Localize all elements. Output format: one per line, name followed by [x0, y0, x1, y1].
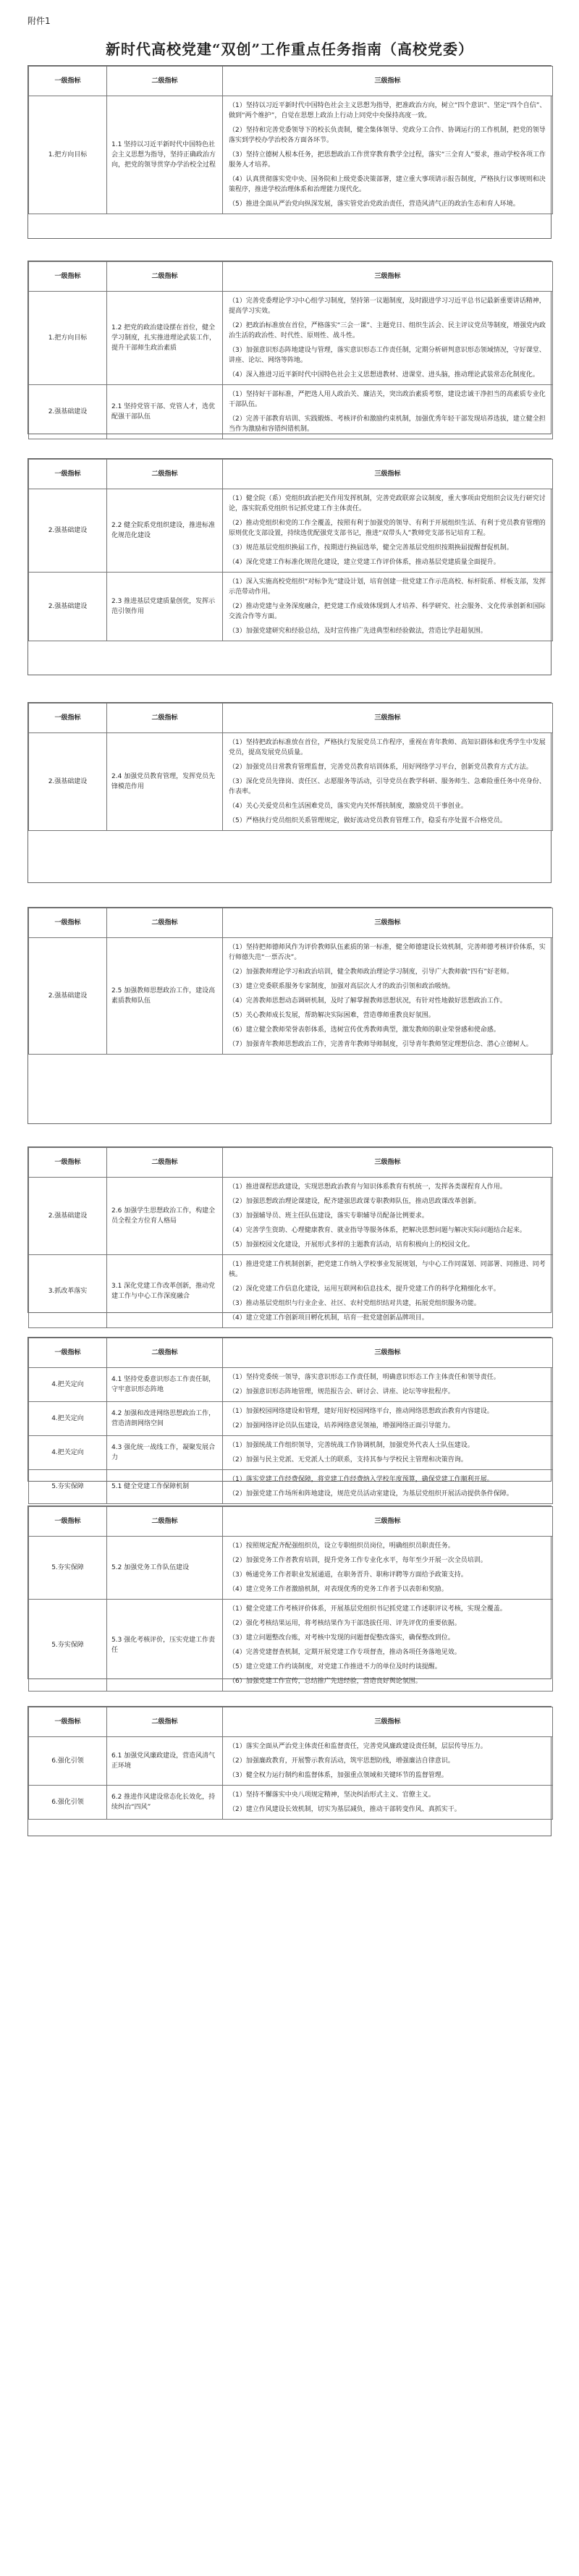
column-header: 一级指标 [29, 1507, 107, 1537]
level2-indicator: 2.4 加强党员教育管理，发挥党员先锋模范作用 [107, 733, 223, 831]
indicator-item: （3）推动基层党组织与行业企业、社区、农村党组织结对共建，拓展党组织服务功能。 [229, 1300, 481, 1307]
indicator-item: （2）推动党组织和党的工作全覆盖，按照有利于加强党的领导、有利于开展组织生活、有利于党员教育管理的原则优化支部设置，持续选优配强党支部书记，推进“双带头人”教师党支部书记培育工程。 [229, 520, 546, 537]
table-header-row [29, 262, 553, 292]
table-row [29, 1402, 553, 1436]
indicator-item: （2）把政治标准放在首位，严格落实“三会一课”、主题党日、组织生活会、民主评议党员等制度，增强党内政治生活的政治性、时代性、原则性、战斗性。 [229, 322, 546, 339]
level1-indicator: 2.强基础建设 [29, 573, 107, 641]
level2-indicator: 6.2 推进作风建设常态化长效化，持续纠治“四风” [107, 1786, 223, 1820]
column-header: 三级指标 [223, 1148, 553, 1178]
table-header-row [29, 704, 553, 733]
table-header-row [29, 1148, 553, 1178]
task-table [28, 1506, 553, 1692]
level1-indicator: 6.强化引领 [29, 1786, 107, 1820]
indicator-item: （1）完善党委理论学习中心组学习制度，坚持第一议题制度，及时跟进学习习近平总书记最新重要讲话精神，提高学习实效。 [229, 297, 546, 315]
indicator-item: （2）加强思想政治理论课建设，配齐建强思政课专职教师队伍，推动思政课改革创新。 [229, 1198, 481, 1205]
indicator-item: （2）建立作风建设长效机制，切实为基层减负，推动干部转变作风、真抓实干。 [229, 1806, 461, 1813]
level2-indicator: 2.6 加强学生思想政治工作，构建全员全程全方位育人格局 [107, 1178, 223, 1255]
column-header: 二级指标 [107, 460, 223, 489]
level1-indicator: 2.强基础建设 [29, 385, 107, 439]
column-header: 二级指标 [107, 1707, 223, 1737]
table-row [29, 1178, 553, 1255]
task-table [28, 66, 553, 214]
level1-indicator: 4.把关定向 [29, 1436, 107, 1470]
task-table [28, 703, 553, 831]
level1-indicator: 6.强化引领 [29, 1737, 107, 1786]
column-header: 二级指标 [107, 1507, 223, 1537]
indicator-item: （1）加强校园网络建设和管理，建好用好校园网络平台，推动网络思想政治教育内容建设。 [229, 1408, 494, 1415]
column-header: 三级指标 [223, 704, 553, 733]
indicator-item: （2）加强党员日常教育管理监督，完善党员教育培训体系，用好网络学习平台，创新党员教育方式方法。 [229, 764, 533, 771]
indicator-item: （5）关心教师成长发展，帮助解决实际困难，营造尊师重教良好氛围。 [229, 1012, 435, 1019]
indicator-item: （2）深化党建工作信息化建设，运用互联网和信息技术，提升党建工作的科学化精细化水平。 [229, 1285, 500, 1293]
level3-indicators [223, 1402, 553, 1436]
indicator-item: （2）加强意识形态阵地管理，规范报告会、研讨会、讲座、论坛等审批程序。 [229, 1388, 455, 1395]
indicator-item: （1）按照规定配齐配强组织员，设立专职组织员岗位，明确组织员职责任务。 [229, 1542, 455, 1550]
column-header: 一级指标 [29, 67, 107, 96]
task-table-section [28, 65, 551, 239]
indicator-item: （3）建立党委联系服务专家制度，加强对高层次人才的政治引领和政治吸纳。 [229, 983, 455, 990]
level3-indicators [223, 96, 553, 214]
table-row [29, 938, 553, 1055]
task-table-section [28, 1706, 551, 1836]
column-header: 二级指标 [107, 1338, 223, 1368]
column-header: 一级指标 [29, 1707, 107, 1737]
indicator-item: （3）健全权力运行制约和监督体系，加强重点领域和关键环节的监督管理。 [229, 1772, 448, 1779]
column-header: 三级指标 [223, 1507, 553, 1537]
indicator-item: （4）认真贯彻落实党中央、国务院和上级党委决策部署，建立重大事项请示报告制度，严格执行议事规则和决策程序，推进学校治理体系和治理能力现代化。 [229, 176, 546, 193]
indicator-item: （3）加强意识形态阵地建设与管理，落实意识形态工作责任制，定期分析研判意识形态领域情况，守好课堂、讲座、论坛、网络等阵地。 [229, 347, 546, 364]
level1-indicator: 5.夯实保障 [29, 1470, 107, 1504]
level1-indicator: 2.强基础建设 [29, 1178, 107, 1255]
table-row [29, 1255, 553, 1328]
indicator-item: （1）加强统战工作组织领导，完善统战工作协调机制，加强党外代表人士队伍建设。 [229, 1442, 474, 1449]
task-table [28, 1147, 553, 1328]
level3-indicators [223, 1368, 553, 1402]
level3-indicators [223, 938, 553, 1055]
table-header-row [29, 1338, 553, 1368]
column-header: 一级指标 [29, 1338, 107, 1368]
task-table [28, 261, 553, 439]
level3-indicators [223, 1178, 553, 1255]
indicator-item: （3）畅通党务工作者职业发展通道，在职务晋升、职称评聘等方面给予政策支持。 [229, 1571, 468, 1579]
level1-indicator: 1.把方向目标 [29, 96, 107, 214]
level3-indicators [223, 733, 553, 831]
indicator-item: （2）强化考核结果运用，将考核结果作为干部选拔任用、评先评优的重要依据。 [229, 1620, 461, 1627]
level2-indicator: 4.1 坚持党委意识形态工作责任制，守牢意识形态阵地 [107, 1368, 223, 1402]
task-table [28, 459, 553, 641]
table-row [29, 489, 553, 573]
column-header: 二级指标 [107, 262, 223, 292]
table-header-row [29, 1507, 553, 1537]
indicator-item: （4）建立党建工作创新项目孵化机制，培育一批党建创新品牌项目。 [229, 1314, 428, 1322]
column-header: 二级指标 [107, 704, 223, 733]
level3-indicators [223, 1737, 553, 1786]
indicator-item: （1）推进党建工作机制创新，把党建工作纳入学校事业发展规划，与中心工作同谋划、同部署、同推进、同考核。 [229, 1261, 546, 1278]
indicator-item: （6）建立健全教师荣誉表彰体系，选树宣传优秀教师典型，激发教师的职业荣誉感和使命感。 [229, 1026, 500, 1034]
table-row [29, 1600, 553, 1692]
level3-indicators [223, 1537, 553, 1600]
indicator-item: （7）加强青年教师思想政治工作，完善青年教师导师制度，引导青年教师坚定理想信念、潜心立德树人。 [229, 1041, 533, 1048]
indicator-item: （1）落实党建工作经费保障，将党建工作经费纳入学校年度预算，确保党建工作顺利开展。 [229, 1476, 494, 1483]
indicator-item: （1）坚持不懈落实中央八项规定精神，坚决纠治形式主义、官僚主义。 [229, 1791, 435, 1799]
table-row [29, 96, 553, 214]
indicator-item: （5）建立党建工作约谈制度，对党建工作推进不力的单位及时约谈提醒。 [229, 1663, 441, 1671]
level3-indicators [223, 292, 553, 385]
level2-indicator: 5.2 加强党务工作队伍建设 [107, 1537, 223, 1600]
table-row [29, 385, 553, 439]
indicator-item: （4）完善党建督查机制，定期开展党建工作专项督查，推动各项任务落地见效。 [229, 1649, 461, 1656]
table-row [29, 1786, 553, 1820]
column-header: 一级指标 [29, 1148, 107, 1178]
task-table-section [28, 1506, 551, 1685]
task-table-section [28, 261, 551, 434]
column-header: 二级指标 [107, 908, 223, 938]
indicator-item: （2）加强廉政教育，开展警示教育活动，筑牢思想防线，增强廉洁自律意识。 [229, 1757, 455, 1765]
column-header: 一级指标 [29, 460, 107, 489]
indicator-item: （3）深化党员先锋岗、责任区、志愿服务等活动，引导党员在教学科研、服务师生、急难险重任务中亮身份、作表率。 [229, 778, 546, 795]
task-table [28, 1707, 553, 1820]
indicator-item: （1）坚持好干部标准，严把选人用人政治关、廉洁关，突出政治素质考察，建设忠诚干净担当的高素质专业化干部队伍。 [229, 391, 546, 408]
indicator-item: （4）完善教师思想动态调研机制，及时了解掌握教师思想状况，有针对性地做好思想政治工作。 [229, 997, 507, 1005]
level2-indicator: 2.1 坚持党管干部、党管人才，选优配强干部队伍 [107, 385, 223, 439]
indicator-item: （1）坚持把政治标准放在首位，严格执行发展党员工作程序，重视在青年教师、高知识群体和优秀学生中发展党员，提高发展党员质量。 [229, 739, 546, 756]
table-header-row [29, 460, 553, 489]
indicator-item: （4）深入推进习近平新时代中国特色社会主义思想进教材、进课堂、进头脑，推动理论武装常态化制度化。 [229, 371, 539, 379]
indicator-item: （5）严格执行党员组织关系管理规定，做好流动党员教育管理工作，稳妥有序处置不合格党员。 [229, 817, 507, 824]
level1-indicator: 5.夯实保障 [29, 1600, 107, 1692]
indicator-item: （3）加强辅导员、班主任队伍建设，落实专职辅导员配备比例要求。 [229, 1212, 428, 1220]
level2-indicator: 1.2 把党的政治建设摆在首位，健全学习制度，扎实推进理论武装工作，提升干部师生政治素质 [107, 292, 223, 385]
column-header: 三级指标 [223, 1707, 553, 1737]
indicator-item: （2）完善干部教育培训、实践锻炼、考核评价和激励约束机制，加强优秀年轻干部发现培养选拔，建立健全担当作为激励和容错纠错机制。 [229, 415, 546, 433]
column-header: 一级指标 [29, 908, 107, 938]
task-table-section [28, 702, 551, 883]
level1-indicator: 3.抓改革落实 [29, 1255, 107, 1328]
table-row [29, 1537, 553, 1600]
indicator-item: （3）建立问题整改台账，对考核中发现的问题督促整改落实，确保整改到位。 [229, 1634, 455, 1642]
level1-indicator: 2.强基础建设 [29, 938, 107, 1055]
level2-indicator: 6.1 加强党风廉政建设，营造风清气正环境 [107, 1737, 223, 1786]
attachment-label: 附件1 [28, 16, 51, 26]
indicator-item: （2）加强网络评论员队伍建设，培养网络意见领袖，增强网络正面引导能力。 [229, 1422, 455, 1430]
level2-indicator: 1.1 坚持以习近平新时代中国特色社会主义思想为指导，坚持正确政治方向，把党的领导贯穿办学治校全过程 [107, 96, 223, 214]
indicator-item: （3）坚持立德树人根本任务，把思想政治工作贯穿教育教学全过程，落实“三全育人”要求，推动学校各项工作服务人才培养。 [229, 151, 546, 169]
level2-indicator: 2.3 推进基层党建质量创优，发挥示范引领作用 [107, 573, 223, 641]
indicator-item: （5）推进全面从严治党向纵深发展，落实管党治党政治责任，营造风清气正的政治生态和育人环境。 [229, 200, 520, 208]
level1-indicator: 2.强基础建设 [29, 489, 107, 573]
indicator-item: （1）落实全面从严治党主体责任和监督责任，完善党风廉政建设责任制，层层传导压力。 [229, 1743, 487, 1750]
level2-indicator: 3.1 深化党建工作改革创新，推动党建工作与中心工作深度融合 [107, 1255, 223, 1328]
indicator-item: （3）规范基层党组织换届工作，按期进行换届选举，健全完善基层党组织按期换届提醒督促机制。 [229, 544, 513, 552]
table-row [29, 733, 553, 831]
column-header: 三级指标 [223, 908, 553, 938]
page-title: 新时代高校党建“双创”工作重点任务指南（高校党委） [105, 41, 473, 58]
task-table-section [28, 1146, 551, 1322]
level3-indicators [223, 573, 553, 641]
indicator-item: （3）加强党建研究和经验总结，及时宣传推广先进典型和经验做法，营造比学赶超氛围。 [229, 628, 487, 635]
level1-indicator: 5.夯实保障 [29, 1537, 107, 1600]
task-table-section [28, 1337, 551, 1498]
level2-indicator: 5.1 健全党建工作保障机制 [107, 1470, 223, 1504]
column-header: 三级指标 [223, 67, 553, 96]
indicator-item: （1）坚持以习近平新时代中国特色社会主义思想为指导，把准政治方向，树立“四个意识”、坚定“四个自信”、做到“两个维护”，自觉在思想上政治上行动上同党中央保持高度一致。 [229, 102, 546, 119]
indicator-item: （1）坚持把师德师风作为评价教师队伍素质的第一标准，健全师德建设长效机制，完善师德考核评价体系，实行师德失范“一票否决”。 [229, 944, 546, 961]
level3-indicators [223, 1600, 553, 1692]
column-header: 二级指标 [107, 67, 223, 96]
indicator-item: （4）深化党建工作标准化规范化建设，建立党建工作评价体系，推动基层党建质量全面提升。 [229, 559, 500, 566]
indicator-item: （2）加强党务工作者教育培训，提升党务工作专业化水平，每年至少开展一次全员培训。 [229, 1557, 487, 1564]
column-header: 一级指标 [29, 704, 107, 733]
table-row [29, 1737, 553, 1786]
level3-indicators [223, 385, 553, 439]
indicator-item: （4）完善学生资助、心理健康教育、就业指导等服务体系，把解决思想问题与解决实际问题结合起来。 [229, 1227, 526, 1234]
level3-indicators [223, 489, 553, 573]
indicator-item: （4）建立党务工作者激励机制，对表现优秀的党务工作者予以表彰和奖励。 [229, 1586, 448, 1593]
task-table [28, 908, 553, 1055]
level3-indicators [223, 1436, 553, 1470]
level3-indicators [223, 1786, 553, 1820]
indicator-item: （4）关心关爱党员和生活困难党员，落实党内关怀帮扶制度，激励党员干事创业。 [229, 803, 468, 810]
level1-indicator: 2.强基础建设 [29, 733, 107, 831]
table-row [29, 1436, 553, 1470]
task-table-section [28, 458, 551, 675]
column-header: 三级指标 [223, 460, 553, 489]
indicator-item: （5）加强校园文化建设，开展形式多样的主题教育活动，培育积极向上的校园文化。 [229, 1241, 474, 1249]
column-header: 三级指标 [223, 1338, 553, 1368]
table-header-row [29, 908, 553, 938]
indicator-item: （2）坚持和完善党委领导下的校长负责制，健全集体领导、党政分工合作、协调运行的工作机制，把党的领导落实到学校办学治校各方面各环节。 [229, 127, 546, 144]
level1-indicator: 4.把关定向 [29, 1368, 107, 1402]
column-header: 一级指标 [29, 262, 107, 292]
indicator-item: （1）健全党建工作考核评价体系，开展基层党组织书记抓党建工作述职评议考核，实现全覆盖。 [229, 1605, 507, 1613]
level2-indicator: 4.2 加强和改进网络思想政治工作，营造清朗网络空间 [107, 1402, 223, 1436]
table-row [29, 292, 553, 385]
level1-indicator: 1.把方向目标 [29, 292, 107, 385]
column-header: 三级指标 [223, 262, 553, 292]
table-header-row [29, 1707, 553, 1737]
table-row [29, 573, 553, 641]
level2-indicator: 4.3 强化统一战线工作，凝聚发展合力 [107, 1436, 223, 1470]
level3-indicators [223, 1470, 553, 1504]
table-header-row [29, 67, 553, 96]
level2-indicator: 2.5 加强教师思想政治工作，建设高素质教师队伍 [107, 938, 223, 1055]
column-header: 二级指标 [107, 1148, 223, 1178]
indicator-item: （2）加强党建工作场所和阵地建设，规范党员活动室建设，为基层党组织开展活动提供条件保障。 [229, 1490, 513, 1498]
level1-indicator: 4.把关定向 [29, 1402, 107, 1436]
indicator-item: （1）深入实施高校党组织“对标争先”建设计划，培育创建一批党建工作示范高校、标杆院系、样板支部，发挥示范带动作用。 [229, 578, 546, 596]
level2-indicator: 5.3 强化考核评价，压实党建工作责任 [107, 1600, 223, 1692]
task-table-section [28, 907, 551, 1124]
indicator-item: （1）推进课程思政建设，实现思想政治教育与知识体系教育有机统一，发挥各类课程育人作用。 [229, 1183, 507, 1191]
indicator-item: （6）加强党建工作宣传，总结推广先进经验，营造良好舆论氛围。 [229, 1678, 422, 1685]
level3-indicators [223, 1255, 553, 1328]
table-row [29, 1368, 553, 1402]
level2-indicator: 2.2 健全院系党组织建设，推进标准化规范化建设 [107, 489, 223, 573]
indicator-item: （1）坚持党委统一领导，落实意识形态工作责任制，明确意识形态工作主体责任和领导责任。 [229, 1374, 500, 1381]
indicator-item: （2）推动党建与业务深度融合，把党建工作成效体现到人才培养、科学研究、社会服务、文化传承创新和国际交流合作等方面。 [229, 603, 546, 620]
indicator-item: （2）加强教师理论学习和政治培训，健全教师政治理论学习制度，引导广大教师做“四有”好老师。 [229, 968, 514, 976]
indicator-item: （1）健全院（系）党组织政治把关作用发挥机制，完善党政联席会议制度，重大事项由党组织会议先行研究讨论，落实院系党组织书记抓党建工作主体责任。 [229, 495, 546, 512]
task-table [28, 1338, 553, 1504]
indicator-item: （2）加强与民主党派、无党派人士的联系，支持其参与学校民主管理和决策咨询。 [229, 1456, 468, 1464]
table-row [29, 1470, 553, 1504]
